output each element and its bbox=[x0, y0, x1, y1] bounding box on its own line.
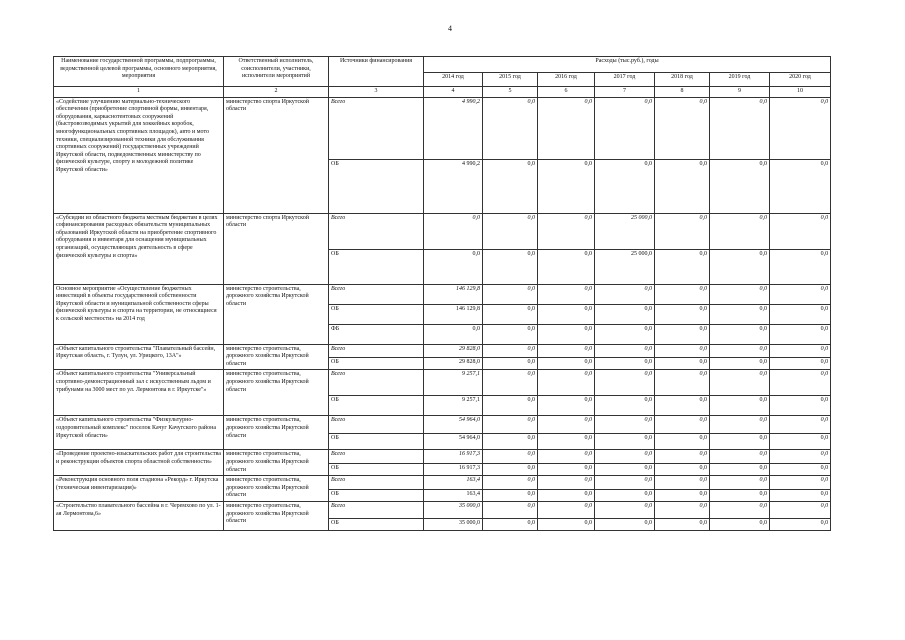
table-row bbox=[54, 97, 831, 159]
expense-value: 0,0 bbox=[655, 450, 710, 464]
funding-source: Всего bbox=[329, 416, 424, 434]
expense-value: 0,0 bbox=[595, 97, 655, 159]
expense-value: 0,0 bbox=[770, 249, 831, 284]
table-row bbox=[54, 501, 831, 518]
expense-value: 0,0 bbox=[483, 304, 538, 324]
expense-value: 0,0 bbox=[483, 159, 538, 213]
expense-value: 163,4 bbox=[424, 476, 483, 490]
funding-source: Всего bbox=[329, 344, 424, 357]
expense-value: 29 828,0 bbox=[424, 358, 483, 370]
expense-value: 0,0 bbox=[710, 501, 770, 518]
measure-description: «Реконструкция основного поля стадиона «Рекорд» г. Иркутска (техническая инвентаризация)» bbox=[54, 476, 224, 502]
header-responsible: Ответственный исполнитель, соисполнители, участники, исполнители мероприятий bbox=[224, 57, 329, 87]
funding-source: ОБ bbox=[329, 489, 424, 501]
expense-value: 146 129,8 bbox=[424, 304, 483, 324]
column-index: 7 bbox=[595, 87, 655, 98]
table-row bbox=[54, 370, 831, 396]
table-row bbox=[54, 284, 831, 304]
measure-description: «Объект капитального строительства "Физкультурно-оздоровительный комплекс" поселок Качуг Качугского района Иркутской области» bbox=[54, 416, 224, 450]
expense-value: 0,0 bbox=[655, 249, 710, 284]
expense-value: 0,0 bbox=[770, 358, 831, 370]
expense-value: 0,0 bbox=[483, 464, 538, 476]
expense-value: 0,0 bbox=[710, 213, 770, 249]
expense-value: 0,0 bbox=[710, 476, 770, 490]
expense-value: 0,0 bbox=[770, 518, 831, 530]
column-index: 4 bbox=[424, 87, 483, 98]
expense-value: 0,0 bbox=[424, 249, 483, 284]
header-expenses: Расходы (тыс.руб.), годы bbox=[424, 57, 831, 73]
funding-source: Всего bbox=[329, 370, 424, 396]
expense-value: 0,0 bbox=[770, 304, 831, 324]
expense-value: 25 000,0 bbox=[595, 213, 655, 249]
table-row bbox=[54, 416, 831, 434]
expense-value: 0,0 bbox=[710, 97, 770, 159]
expense-value: 0,0 bbox=[538, 396, 595, 416]
expense-value: 9 257,1 bbox=[424, 396, 483, 416]
header-year: 2014 год bbox=[424, 73, 483, 87]
column-index: 6 bbox=[538, 87, 595, 98]
header-year: 2020 год bbox=[770, 73, 831, 87]
responsible-executor: министерство строительства, дорожного хозяйства Иркутской области bbox=[224, 344, 329, 370]
expense-value: 0,0 bbox=[424, 324, 483, 344]
funding-source: Всего bbox=[329, 97, 424, 159]
expense-value: 0,0 bbox=[538, 370, 595, 396]
header-year: 2015 год bbox=[483, 73, 538, 87]
expense-value: 0,0 bbox=[770, 501, 831, 518]
expense-value: 0,0 bbox=[538, 464, 595, 476]
expense-value: 0,0 bbox=[655, 464, 710, 476]
header-source: Источники финансирования bbox=[329, 57, 424, 87]
expense-value: 0,0 bbox=[710, 324, 770, 344]
expense-value: 0,0 bbox=[655, 324, 710, 344]
measure-description: «Содействие улучшению материально-технического обеспечения (приобретение спортивной формы, инвентаря, оборудования, каркаснотентовых сооружений (быстровозводимых укрытий для хоккейных коробок, многофункциональных спортивных площадок), авто и мото техники, специализированной техники для обслуживания спортивных сооружений) государственных учреждений Иркутской области, подведомственных министерству по физической культуре, спорту и молодежной политике Иркутской области» bbox=[54, 97, 224, 213]
expense-value: 0,0 bbox=[655, 370, 710, 396]
expense-value: 9 257,1 bbox=[424, 370, 483, 396]
funding-source: ОБ bbox=[329, 396, 424, 416]
funding-source: ОБ bbox=[329, 159, 424, 213]
expense-value: 0,0 bbox=[710, 358, 770, 370]
expense-value: 0,0 bbox=[710, 489, 770, 501]
expense-value: 0,0 bbox=[483, 476, 538, 490]
responsible-executor: министерство строительства, дорожного хозяйства Иркутской области bbox=[224, 450, 329, 476]
expense-value: 0,0 bbox=[595, 518, 655, 530]
expense-value: 0,0 bbox=[770, 284, 831, 304]
expense-value: 0,0 bbox=[770, 344, 831, 357]
funding-source: ОБ bbox=[329, 434, 424, 450]
expense-value: 0,0 bbox=[655, 344, 710, 357]
responsible-executor: министерство строительства, дорожного хозяйства Иркутской области bbox=[224, 501, 329, 530]
expense-value: 0,0 bbox=[483, 213, 538, 249]
expense-value: 0,0 bbox=[483, 284, 538, 304]
expense-value: 0,0 bbox=[538, 213, 595, 249]
header-program: Наименование государственной программы, подпрограммы, ведомственной целевой программы, основного мероприятия, мероприятия bbox=[54, 57, 224, 87]
expense-value: 0,0 bbox=[770, 213, 831, 249]
expense-value: 0,0 bbox=[770, 450, 831, 464]
header-year: 2016 год bbox=[538, 73, 595, 87]
measure-description: «Субсидии из областного бюджета местным бюджетам в целях софинансирования расходных обязательств муниципальных образований Иркутской области на приобретение спортивного оборудования и инвентаря для оснащения муниципальных организаций, осуществляющих деятельность в сфере физической культуры и спорта» bbox=[54, 213, 224, 284]
expense-value: 0,0 bbox=[770, 476, 831, 490]
expense-value: 0,0 bbox=[710, 450, 770, 464]
table-row bbox=[54, 476, 831, 490]
expense-value: 0,0 bbox=[483, 501, 538, 518]
expense-value: 0,0 bbox=[655, 434, 710, 450]
measure-description: Основное мероприятие «Осуществление бюджетных инвестиций в объекты государственной собственности Иркутской области и муниципальной собственности сферы физической культуры и спорта на территории, не относящиеся к сельской местности» на 2014 год bbox=[54, 284, 224, 344]
header-year: 2017 год bbox=[595, 73, 655, 87]
funding-source: Всего bbox=[329, 450, 424, 464]
measure-description: «Строительство плавательного бассейна в г. Черемхово по ул. 1-ая Лермонтова,6» bbox=[54, 501, 224, 530]
expense-value: 0,0 bbox=[655, 213, 710, 249]
expense-value: 0,0 bbox=[595, 489, 655, 501]
expense-value: 163,4 bbox=[424, 489, 483, 501]
expense-value: 0,0 bbox=[770, 370, 831, 396]
expense-value: 29 828,0 bbox=[424, 344, 483, 357]
expense-value: 0,0 bbox=[770, 489, 831, 501]
funding-source: ОБ bbox=[329, 464, 424, 476]
expense-value: 0,0 bbox=[655, 284, 710, 304]
header-year: 2019 год bbox=[710, 73, 770, 87]
expense-value: 0,0 bbox=[483, 358, 538, 370]
expense-value: 16 917,3 bbox=[424, 450, 483, 464]
expense-value: 0,0 bbox=[595, 416, 655, 434]
table-body bbox=[54, 97, 831, 530]
expense-value: 0,0 bbox=[710, 249, 770, 284]
expense-value: 0,0 bbox=[595, 344, 655, 357]
expense-value: 0,0 bbox=[595, 284, 655, 304]
expense-value: 0,0 bbox=[483, 396, 538, 416]
expense-value: 0,0 bbox=[710, 304, 770, 324]
expense-value: 0,0 bbox=[595, 304, 655, 324]
table-row bbox=[54, 344, 831, 357]
expense-value: 0,0 bbox=[655, 518, 710, 530]
expense-value: 0,0 bbox=[655, 396, 710, 416]
measure-description: «Объект капитального строительства "Универсальный спортивно-демонстрационный зал с искусственным льдом и трибунами на 3000 мест по ул. Лермонтова в г. Иркутске"» bbox=[54, 370, 224, 416]
expense-value: 0,0 bbox=[655, 97, 710, 159]
responsible-executor: министерство спорта Иркутской области bbox=[224, 97, 329, 213]
expense-value: 0,0 bbox=[770, 434, 831, 450]
expense-value: 0,0 bbox=[595, 370, 655, 396]
measure-description: «Проведение проектно-изыскательских работ для строительства и реконструкции объектов спорта областной собственности» bbox=[54, 450, 224, 476]
expense-value: 0,0 bbox=[538, 434, 595, 450]
expense-value: 54 964,0 bbox=[424, 416, 483, 434]
expense-value: 0,0 bbox=[595, 324, 655, 344]
table-row bbox=[54, 450, 831, 464]
expense-value: 0,0 bbox=[538, 324, 595, 344]
expense-value: 0,0 bbox=[538, 489, 595, 501]
expense-value: 0,0 bbox=[770, 416, 831, 434]
funding-source: ФБ bbox=[329, 324, 424, 344]
expense-value: 0,0 bbox=[538, 97, 595, 159]
expense-value: 0,0 bbox=[538, 344, 595, 357]
expense-value: 0,0 bbox=[538, 501, 595, 518]
expense-value: 0,0 bbox=[595, 464, 655, 476]
expense-value: 54 964,0 bbox=[424, 434, 483, 450]
funding-source: ОБ bbox=[329, 518, 424, 530]
expense-value: 0,0 bbox=[483, 434, 538, 450]
expense-value: 0,0 bbox=[595, 396, 655, 416]
expense-value: 0,0 bbox=[710, 396, 770, 416]
expense-value: 25 000,0 bbox=[595, 249, 655, 284]
expense-value: 0,0 bbox=[595, 501, 655, 518]
responsible-executor: министерство строительства, дорожного хозяйства Иркутской области bbox=[224, 284, 329, 344]
expense-value: 0,0 bbox=[710, 284, 770, 304]
expense-value: 0,0 bbox=[483, 518, 538, 530]
expense-value: 0,0 bbox=[538, 304, 595, 324]
expense-value: 0,0 bbox=[595, 358, 655, 370]
expense-value: 16 917,3 bbox=[424, 464, 483, 476]
expense-value: 0,0 bbox=[710, 370, 770, 396]
funding-source: ОБ bbox=[329, 249, 424, 284]
expense-value: 0,0 bbox=[424, 213, 483, 249]
expense-value: 0,0 bbox=[538, 518, 595, 530]
column-index: 3 bbox=[329, 87, 424, 98]
expense-value: 0,0 bbox=[538, 159, 595, 213]
expense-value: 0,0 bbox=[595, 434, 655, 450]
expense-value: 0,0 bbox=[710, 416, 770, 434]
expense-value: 35 000,0 bbox=[424, 518, 483, 530]
expense-value: 35 000,0 bbox=[424, 501, 483, 518]
column-index: 2 bbox=[224, 87, 329, 98]
expense-value: 0,0 bbox=[655, 476, 710, 490]
funding-source: ОБ bbox=[329, 358, 424, 370]
responsible-executor: министерство спорта Иркутской области bbox=[224, 213, 329, 284]
measure-description: «Объект капитального строительства "Плавательный бассейн, Иркутская область, г. Тулун, ул. Урицкого, 13А"» bbox=[54, 344, 224, 370]
expense-value: 0,0 bbox=[538, 284, 595, 304]
responsible-executor: министерство строительства, дорожного хозяйства Иркутской области bbox=[224, 416, 329, 450]
expense-value: 0,0 bbox=[538, 249, 595, 284]
expense-value: 0,0 bbox=[655, 358, 710, 370]
column-index: 5 bbox=[483, 87, 538, 98]
expense-value: 0,0 bbox=[538, 358, 595, 370]
expense-value: 146 129,8 bbox=[424, 284, 483, 304]
expense-value: 0,0 bbox=[710, 159, 770, 213]
expense-value: 0,0 bbox=[655, 501, 710, 518]
expense-value: 0,0 bbox=[483, 370, 538, 396]
expense-value: 0,0 bbox=[538, 416, 595, 434]
column-index: 10 bbox=[770, 87, 831, 98]
expense-value: 0,0 bbox=[770, 97, 831, 159]
expense-value: 0,0 bbox=[483, 344, 538, 357]
expense-value: 0,0 bbox=[483, 489, 538, 501]
column-index: 8 bbox=[655, 87, 710, 98]
expense-value: 0,0 bbox=[538, 476, 595, 490]
expenses-table bbox=[53, 56, 831, 531]
expense-value: 0,0 bbox=[655, 489, 710, 501]
expense-value: 0,0 bbox=[710, 464, 770, 476]
funding-source: Всего bbox=[329, 476, 424, 490]
responsible-executor: министерство строительства, дорожного хозяйства Иркутской области bbox=[224, 370, 329, 416]
expense-value: 0,0 bbox=[770, 159, 831, 213]
funding-source: Всего bbox=[329, 501, 424, 518]
expense-value: 0,0 bbox=[655, 304, 710, 324]
expense-value: 4 990,2 bbox=[424, 159, 483, 213]
expense-value: 0,0 bbox=[538, 450, 595, 464]
expense-value: 0,0 bbox=[710, 344, 770, 357]
expense-value: 0,0 bbox=[483, 450, 538, 464]
responsible-executor: министерство строительства, дорожного хозяйства Иркутской области bbox=[224, 476, 329, 502]
expense-value: 0,0 bbox=[595, 159, 655, 213]
expense-value: 0,0 bbox=[483, 249, 538, 284]
expense-value: 0,0 bbox=[770, 396, 831, 416]
expense-value: 0,0 bbox=[655, 159, 710, 213]
page-number: 4 bbox=[448, 24, 452, 33]
expense-value: 0,0 bbox=[710, 434, 770, 450]
expense-value: 0,0 bbox=[655, 416, 710, 434]
expense-value: 0,0 bbox=[483, 97, 538, 159]
expense-value: 0,0 bbox=[710, 518, 770, 530]
expense-value: 4 990,2 bbox=[424, 97, 483, 159]
expense-value: 0,0 bbox=[770, 324, 831, 344]
funding-source: ОБ bbox=[329, 304, 424, 324]
header-year: 2018 год bbox=[655, 73, 710, 87]
table-row bbox=[54, 213, 831, 249]
expense-value: 0,0 bbox=[595, 450, 655, 464]
column-index: 9 bbox=[710, 87, 770, 98]
table-header bbox=[54, 57, 831, 98]
column-index: 1 bbox=[54, 87, 224, 98]
expense-value: 0,0 bbox=[483, 416, 538, 434]
expense-value: 0,0 bbox=[595, 476, 655, 490]
funding-source: Всего bbox=[329, 213, 424, 249]
expense-value: 0,0 bbox=[483, 324, 538, 344]
funding-source: Всего bbox=[329, 284, 424, 304]
expense-value: 0,0 bbox=[770, 464, 831, 476]
